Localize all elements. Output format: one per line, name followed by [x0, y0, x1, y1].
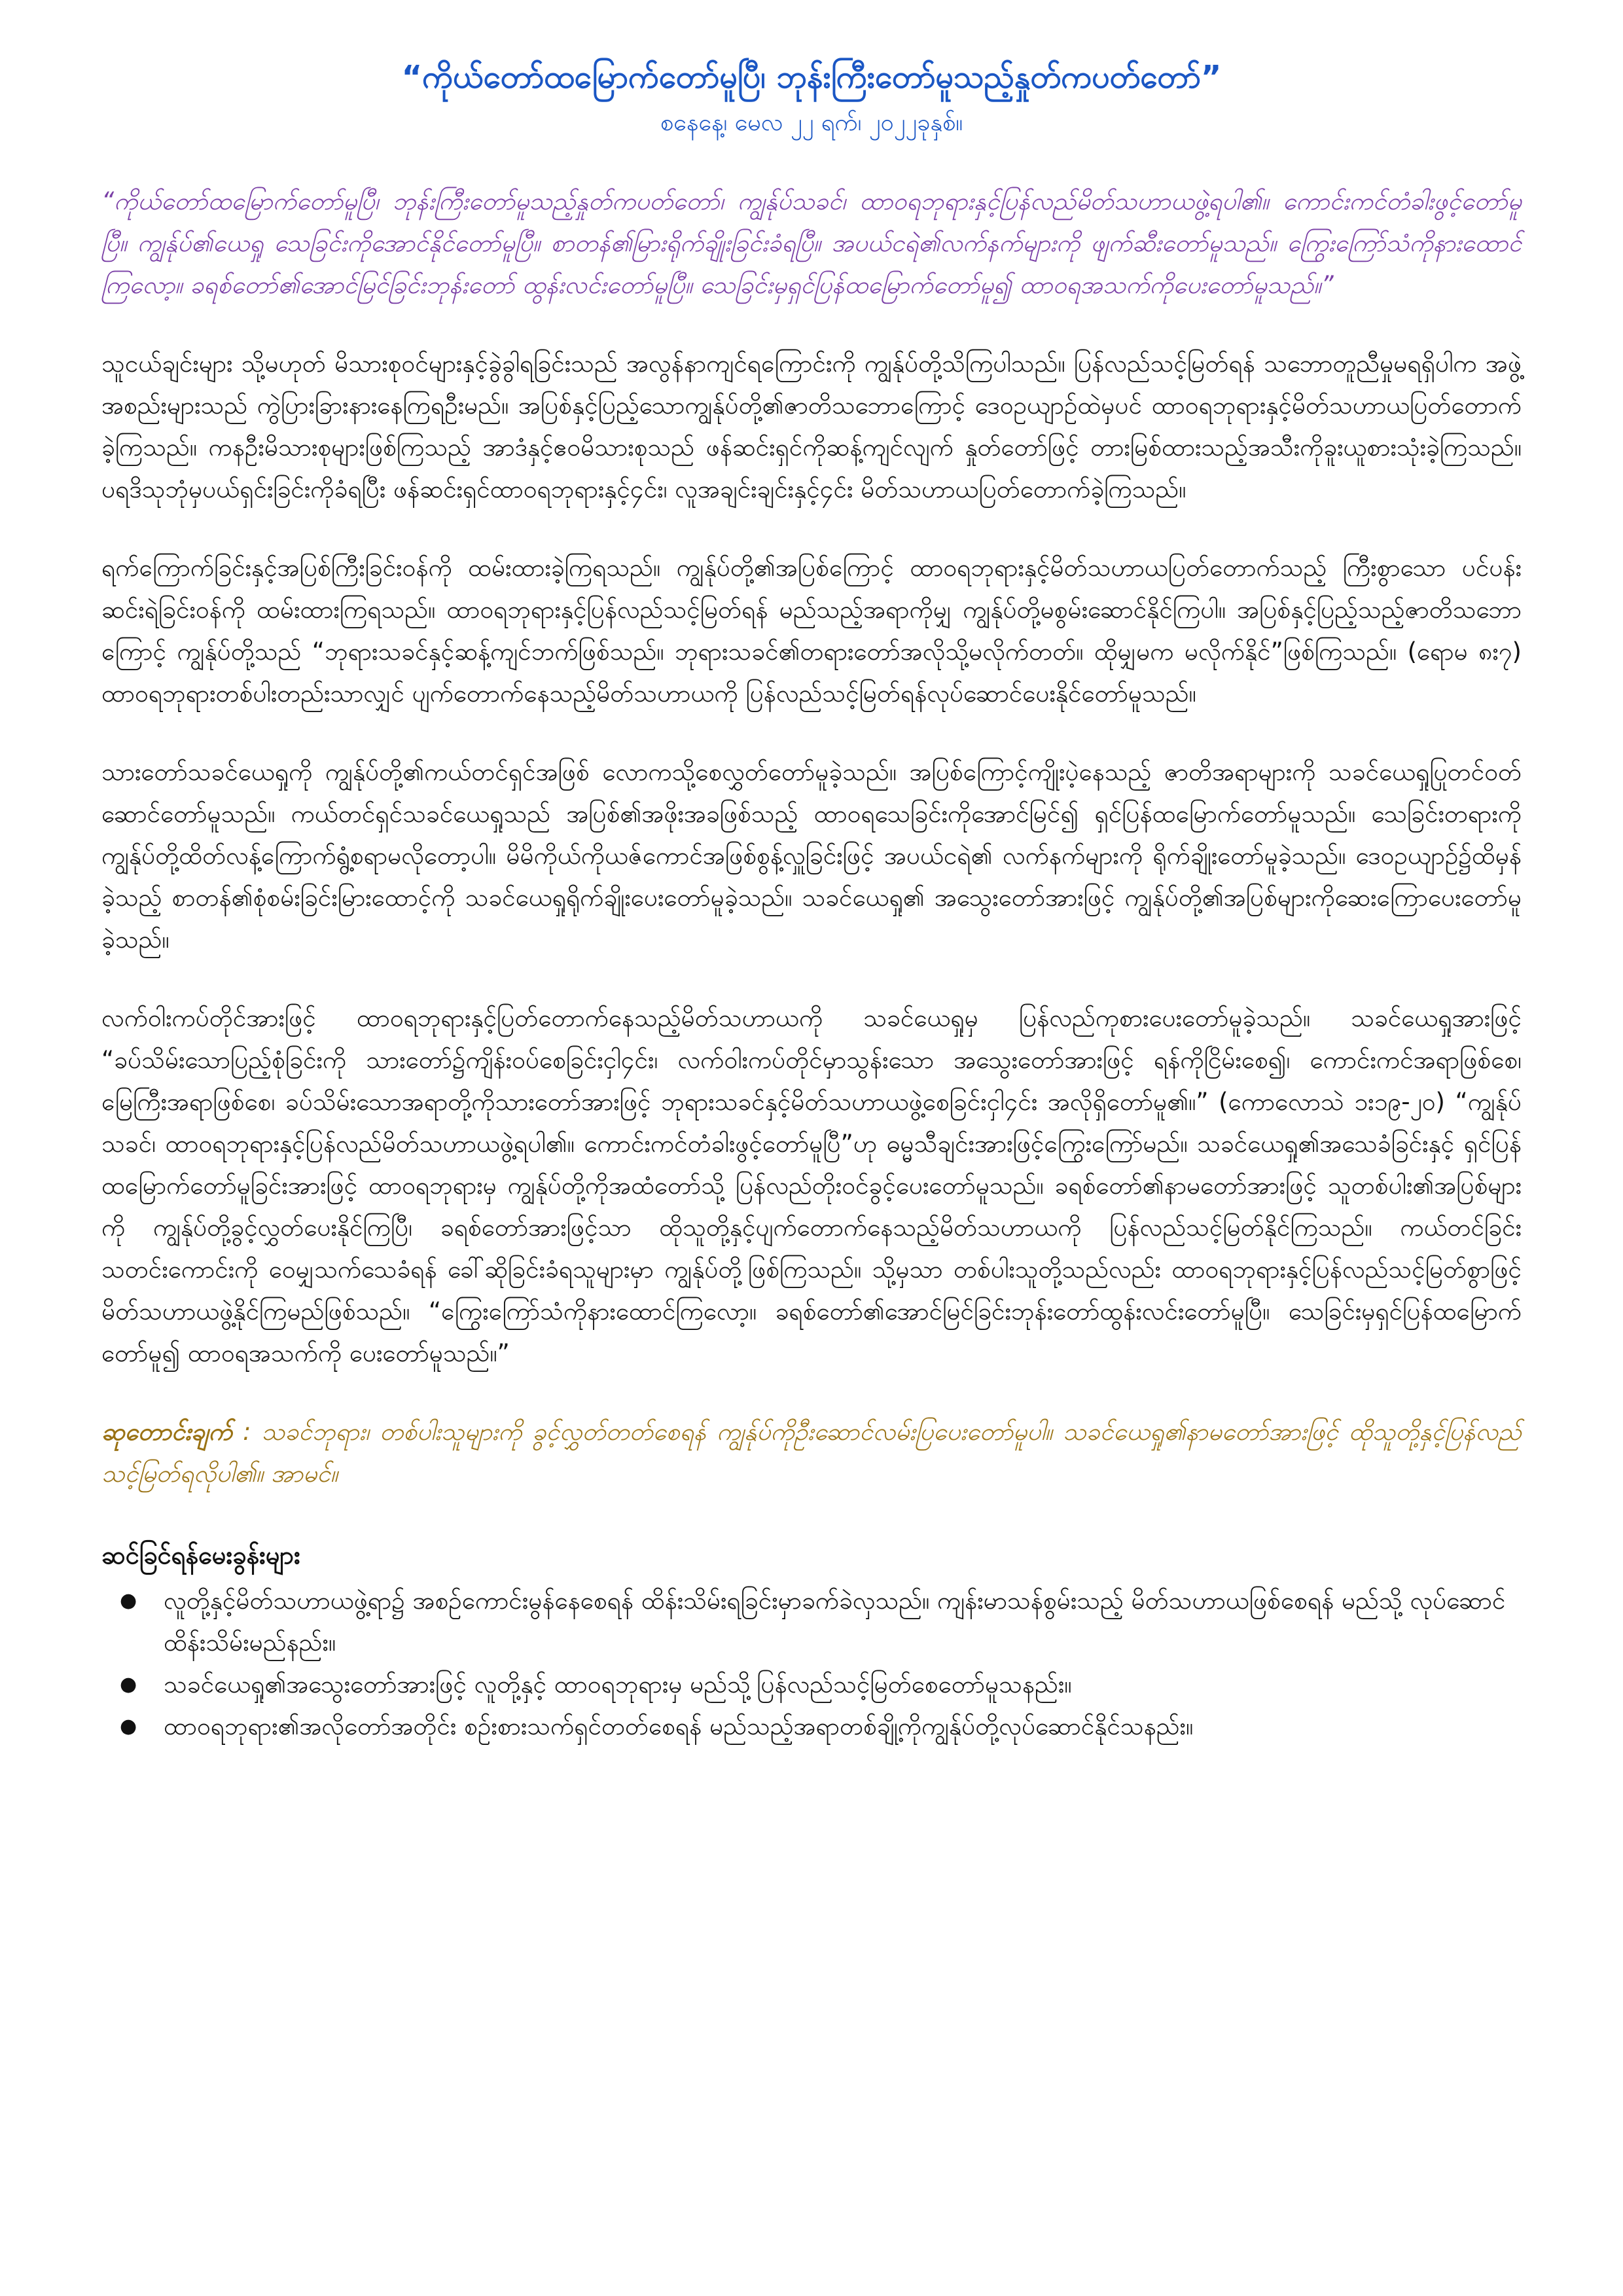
bullet-icon: ● [120, 1673, 137, 1696]
prayer-label: ဆုတောင်းချက် [101, 1418, 232, 1446]
page-title: “ကိုယ်တော်ထမြောက်တော်မူပြီ၊ ဘုန်းကြီးတော်မူသည့်နှုတ်ကပတ်တော်” [401, 59, 1222, 96]
body-paragraph-4: လက်ဝါးကပ်တိုင်အားဖြင့် ထာဝရဘုရားနှင့်ပြတ်တောက်နေသည့်မိတ်သဟာယကို သခင်ယေရှုမှ ပြန်လည်ကုစားပေးတော်မူခဲ့သည်။ သခင်ယေရှုအားဖြင့် “ခပ်သိမ်းသောပြည့်စုံခြင်းကို သားတော်၌ကျိန်းဝပ်စေခြင်းငှါ၄င်း၊ လက်ဝါးကပ်တိုင်မှာသွန်းသော အသွေးတော်အားဖြင့် ရန်ကိုငြိမ်းစေ၍၊ ကောင်းကင်အရာဖြစ်စေ၊ မြေကြီးအရာဖြစ်စေ၊ ခပ်သိမ်းသောအရာတို့ကိုသားတော်အားဖြင့် ဘုရားသခင်နှင့်မိတ်သဟာယဖွဲ့စေခြင်းငှါ၄င်း အလိုရှိတော်မူ၏။” (ကောလောသဲ ၁း၁၉-၂၀) “ကျွန်ုပ်သခင်၊ ထာဝရဘုရားနှင့်ပြန်လည်မိတ်သဟာယဖွဲ့ရပါ၏။ ကောင်းကင်တံခါးဖွင့်တော်မူပြီ”ဟု ဓမ္မသီချင်းအားဖြင့်ကြွေးကြော်မည်။ သခင်ယေရှု၏အသေခံခြင်းနှင့် ရှင်ပြန်ထမြောက်တော်မူခြင်းအားဖြင့် ထာဝရဘုရားမှ ကျွန်ုပ်တို့ကိုအထံတော်သို့ ပြန်လည်တိုးဝင်ခွင့်ပေးတော်မူသည်။ ခရစ်တော်၏နာမတော်အားဖြင့် သူတစ်ပါး၏အပြစ်များကို ကျွန်ုပ်တို့ခွင့်လွှတ်ပေးနိုင်ကြပြီ၊ ခရစ်တော်အားဖြင့်သာ ထိုသူတို့နှင့်ပျက်တောက်နေသည့်မိတ်သဟာယကို ပြန်လည်သင့်မြတ်နိုင်ကြသည်။ ကယ်တင်ခြင်းသတင်းကောင်းကို ဝေမျှသက်သေခံရန် ခေါ်ဆိုခြင်းခံရသူများမှာ ကျွန်ုပ်တို့ဖြစ်ကြသည်။ သို့မှသာ တစ်ပါးသူတို့သည်လည်း ထာဝရဘုရားနှင့်ပြန်လည်သင့်မြတ်စွာဖြင့် မိတ်သဟာယဖွဲ့နိုင်ကြမည်ဖြစ်သည်။ “ကြွေးကြော်သံကိုနားထောင်ကြလော့။ ခရစ်တော်၏အောင်မြင်ခြင်းဘုန်းတော်ထွန်းလင်းတော်မူပြီ။ သေခြင်းမှရှင်ပြန်ထမြောက်တော်မူ၍ ထာဝရအသက်ကို ပေးတော်မူသည်။” [101, 1004, 1522, 1367]
list-item [101, 1580, 1522, 1664]
prayer-paragraph [101, 1411, 1522, 1495]
body-paragraph-3: သားတော်သခင်ယေရှုကို ကျွန်ုပ်တို့၏ကယ်တင်ရှင်အဖြစ် လောကသို့စေလွှတ်တော်မူခဲ့သည်။ အပြစ်ကြောင့်ကျိုးပဲ့နေသည့် ဇာတိအရာများကို သခင်ယေရှုပြုတင်ဝတ်ဆောင်တော်မူသည်။ ကယ်တင်ရှင်သခင်ယေရှုသည် အပြစ်၏အဖိုးအခဖြစ်သည့် ထာဝရသေခြင်းကိုအောင်မြင်၍ ရှင်ပြန်ထမြောက်တော်မူသည်။ သေခြင်းတရားကို ကျွန်ုပ်တို့ထိတ်လန့်ကြောက်ရွံ့စရာမလိုတော့ပါ။ မိမိကိုယ်ကိုယဇ်ကောင်အဖြစ်စွန့်လှူခြင်းဖြင့် အပယ်ငရဲ၏ လက်နက်များကို ရိုက်ချိုးတော်မူခဲ့သည်။ ဒေဝဥယျာဉ်၌ထိမှန်ခဲ့သည့် စာတန်၏စုံစမ်းခြင်းမြားထောင့်ကို သခင်ယေရှုရိုက်ချိုးပေးတော်မူခဲ့သည်။ သခင်ယေရှု၏ အသွေးတော်အားဖြင့် ကျွန်ုပ်တို့၏အပြစ်များကိုဆေးကြောပေးတော်မူခဲ့သည်။ [101, 758, 1522, 954]
body-paragraph-2: ရက်ကြောက်ခြင်းနှင့်အပြစ်ကြီးခြင်းဝန်ကို ထမ်းထားခဲ့ကြရသည်။ ကျွန်ုပ်တို့၏အပြစ်ကြောင့် ထာဝရဘုရားနှင့်မိတ်သဟာယပြတ်တောက်သည့် ကြီးစွာသော ပင်ပန်းဆင်းရဲခြင်းဝန်ကို ထမ်းထားကြရသည်။ ထာဝရဘုရားနှင့်ပြန်လည်သင့်မြတ်ရန် မည်သည့်အရာကိုမျှ ကျွန်ုပ်တို့မစွမ်းဆောင်နိုင်ကြပါ။ အပြစ်နှင့်ပြည့်သည့်ဇာတိသဘောကြောင့် ကျွန်ုပ်တို့သည် “ဘုရားသခင်နှင့်ဆန့်ကျင်ဘက်ဖြစ်သည်။ ဘုရားသခင်၏တရားတော်အလိုသို့မလိုက်တတ်။ ထိုမျှမက မလိုက်နိုင်”ဖြစ်ကြသည်။ (ရောမ ၈း၇) ထာဝရဘုရားတစ်ပါးတည်းသာလျှင် ပျက်တောက်နေသည့်မိတ်သဟာယကို ပြန်လည်သင့်မြတ်ရန်လုပ်ဆောင်ပေးနိုင်တော်မူသည်။ [101, 554, 1522, 708]
body-paragraph-1: သူငယ်ချင်းများ သို့မဟုတ် မိသားစုဝင်များနှင့်ခွဲခွါရခြင်းသည် အလွန်နာကျင်ရကြောင်းကို ကျွန်ုပ်တို့သိကြပါသည်။ ပြန်လည်သင့်မြတ်ရန် သဘောတူညီမှုမရရှိပါက အဖွဲ့အစည်းများသည် ကွဲပြားခြားနားနေကြရဦးမည်။ အပြစ်နှင့်ပြည့်သောကျွန်ုပ်တို့၏ဇာတိသဘောကြောင့် ဒေဝဥယျာဉ်ထဲမှပင် ထာဝရဘုရားနှင့်မိတ်သဟာယပြတ်တောက်ခဲ့ကြသည်။ ကနဦးမိသားစုများဖြစ်ကြသည့် အာဒံနှင့်ဧဝမိသားစုသည် ဖန်ဆင်းရှင်ကိုဆန့်ကျင်လျက် နှုတ်တော်ဖြင့် တားမြစ်ထားသည့်အသီးကိုခူးယူစားသုံးခဲ့ကြသည်။ ပရဒိသုဘုံမှပယ်ရှင်းခြင်းကိုခံရပြီး ဖန်ဆင်းရှင်ထာဝရဘုရားနှင့်၄င်း၊ လူအချင်းချင်းနှင့်၄င်း မိတ်သဟာယပြတ်တောက်ခဲ့ကြသည်။ [101, 350, 1522, 503]
prayer-text: : သခင်ဘုရား၊ တစ်ပါးသူများကို ခွင့်လွှတ်တတ်စေရန် ကျွန်ုပ်ကိုဦးဆောင်လမ်းပြပေးတော်မူပါ။ သခင်ယေရှု၏နာမတော်အားဖြင့် ထိုသူတို့နှင့်ပြန်လည်သင့်မြတ်ရလိုပါ၏။ အာမင်။ [101, 1418, 1522, 1488]
date-line: စနေနေ့၊ မေလ ၂၂ ရက်၊ ၂၀၂၂ခုနှစ်။ [660, 109, 963, 136]
questions-list [101, 1580, 1522, 1748]
intro-quote: “ကိုယ်တော်ထမြောက်တော်မူပြီ၊ ဘုန်းကြီးတော်မူသည့်နှုတ်ကပတ်တော်၊ ကျွန်ုပ်သခင်၊ ထာဝရဘုရားနှင့်ပြန်လည်မိတ်သဟာယဖွဲ့ရပါ၏။ ကောင်းကင်တံခါးဖွင့်တော်မူပြီ။ ကျွန်ုပ်၏ယေရှု သေခြင်းကိုအောင်နိုင်တော်မူပြီ။ စာတန်၏မြားရိုက်ချိုးခြင်းခံရပြီ။ အပယ်ငရဲ၏လက်နက်များကို ဖျက်ဆီးတော်မူသည်။ ကြွေးကြော်သံကိုနားထောင်ကြလော့။ ခရစ်တော်၏အောင်မြင်ခြင်းဘုန်းတော် ထွန်းလင်းတော်မူပြီ။ သေခြင်းမှရှင်ပြန်ထမြောက်တော်မူ၍ ထာဝရအသက်ကိုပေးတော်မူသည်။” [101, 187, 1522, 299]
question-text: လူတို့နှင့်မိတ်သဟာယဖွဲ့ရာ၌ အစဉ်ကောင်းမွန်နေစေရန် ထိန်းသိမ်းရခြင်းမှာခက်ခဲလှသည်။ ကျန်းမာသန်စွမ်းသည့် မိတ်သဟာယဖြစ်စေရန် မည်သို့ လုပ်ဆောင်ထိန်းသိမ်းမည်နည်း။ [164, 1587, 1506, 1657]
question-text: ထာဝရဘုရား၏အလိုတော်အတိုင်း စဉ်းစားသက်ရှင်တတ်စေရန် မည်သည့်အရာတစ်ချို့ကိုကျွန်ုပ်တို့လုပ်ဆောင်နိုင်သနည်း။ [164, 1712, 1194, 1740]
bullet-icon: ● [120, 1715, 137, 1738]
list-item [101, 1664, 1522, 1706]
questions-heading: ဆင်ခြင်ရန်မေးခွန်းများ [101, 1541, 300, 1570]
list-item [101, 1706, 1522, 1748]
question-text: သခင်ယေရှု၏အသွေးတော်အားဖြင့် လူတို့နှင့် ထာဝရဘုရားမှ မည်သို့ပြန်လည်သင့်မြတ်စေတော်မူသနည်း။ [164, 1670, 1072, 1698]
bullet-icon: ● [120, 1589, 137, 1612]
